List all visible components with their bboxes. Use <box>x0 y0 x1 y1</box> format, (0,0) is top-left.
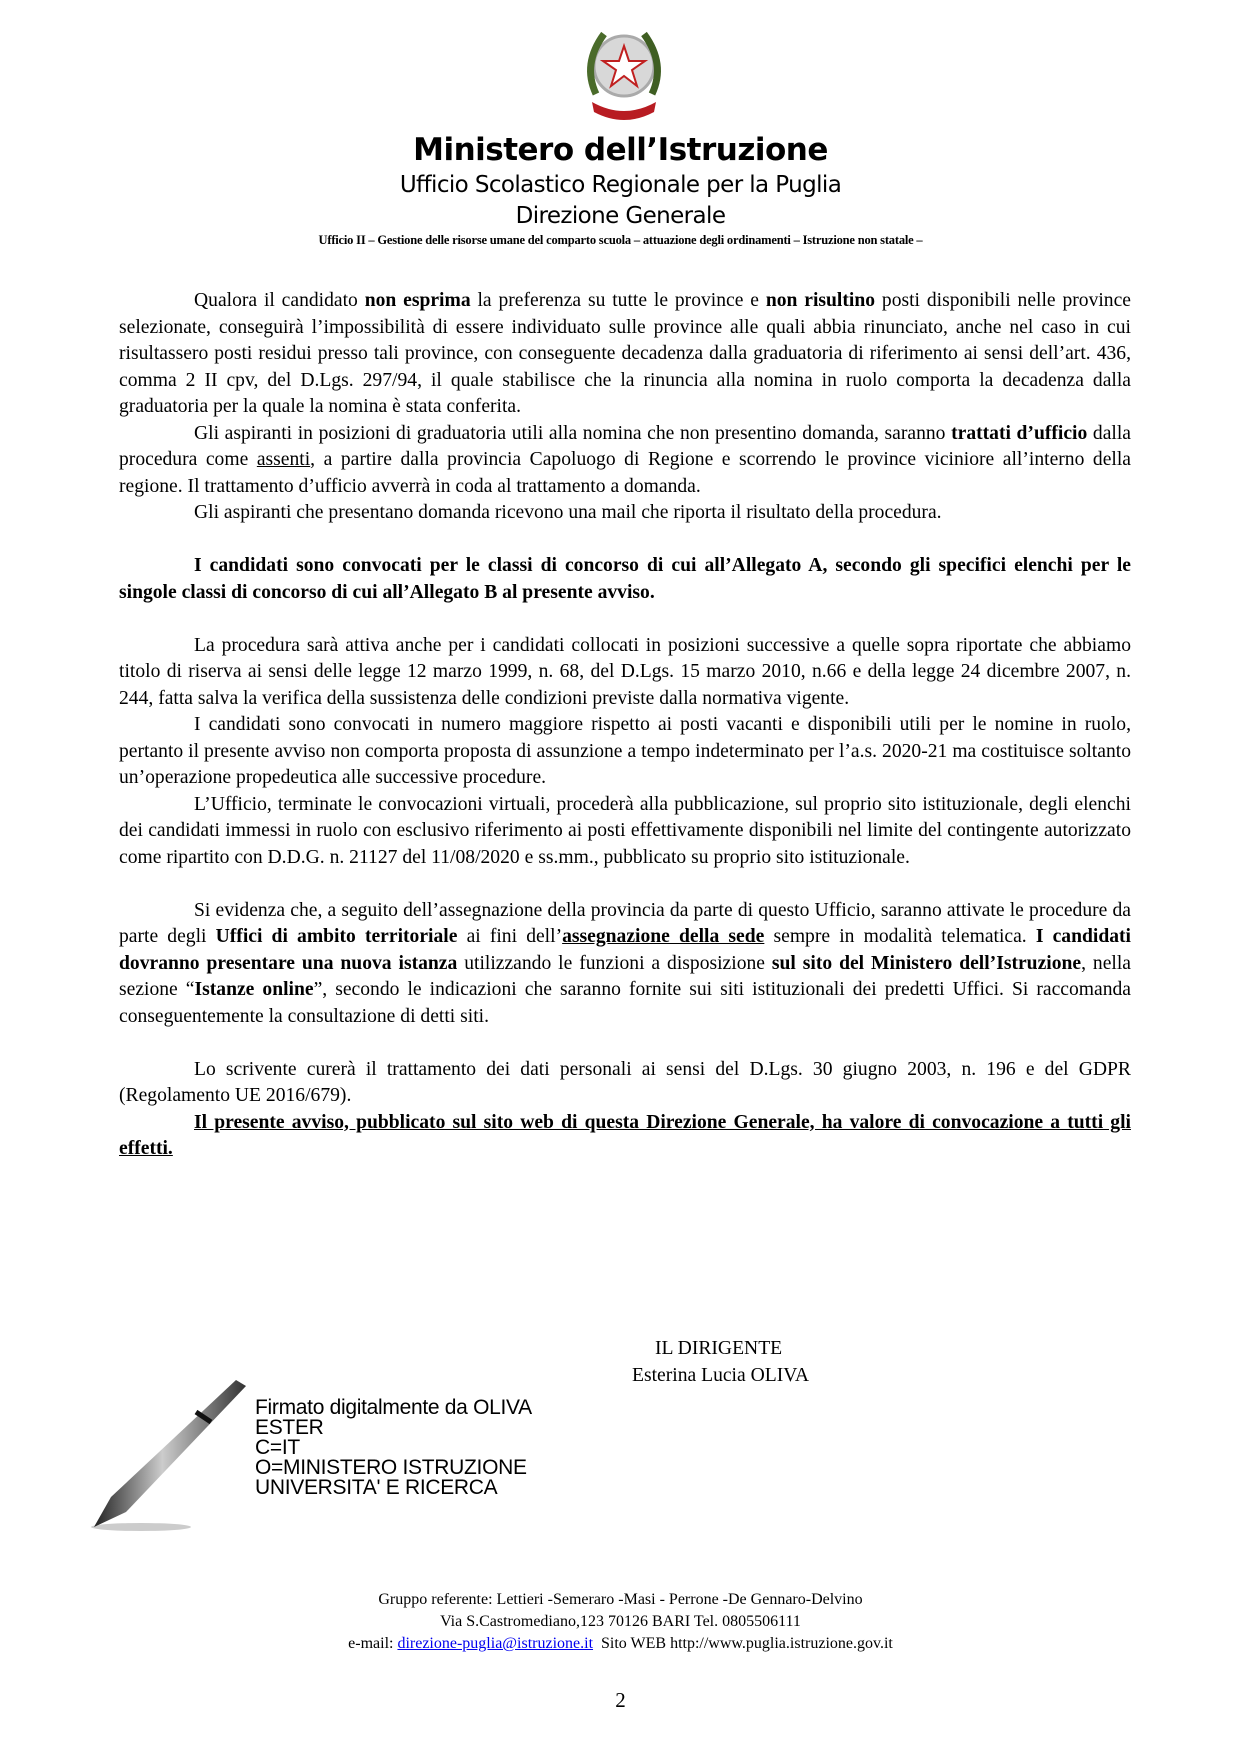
document-body <box>119 288 1131 1163</box>
text-run: Si evidenza che, a seguito dell’assegnazione della provincia da parte di questo Ufficio, saranno attivate le procedure da parte degli <box>119 899 1131 947</box>
bold-text: I candidati dovranno presentare una nuova istanza <box>119 926 1132 974</box>
website-text: Sito WEB http://www.puglia.istruzione.gov.it <box>593 1635 893 1652</box>
text-run: L’Ufficio, terminate le convocazioni virtuali, procederà alla pubblicazione, sul proprio sito istituzionale, degli elenchi dei candidati immessi in ruolo con esclusivo riferimento ai posti effettivamente disponibili nel limite del contingente autorizzato come ripartito con D.D.G. n. 21127 del 11/08/2020 e ss.mm., pubblicato su proprio sito istituzionale. <box>119 793 1131 868</box>
bold-text: I candidati sono convocati per le classi di concorso di cui all’Allegato A, secondo gli specifici elenchi per le singole classi di concorso di cui all’Allegato B al presente avviso. <box>119 555 1131 603</box>
footer-group: Gruppo referente: Lettieri -Semeraro -Masi - Perrone -De Gennaro-Delvino <box>378 1591 863 1608</box>
bold-text: Il presente avviso, pubblicato sul sito web di questa Direzione Generale, ha valore di convocazione a tutti gli effetti. <box>119 1111 1131 1159</box>
text-run: I candidati sono convocati in numero maggiore rispetto ai posti vacanti e disponibili utili per le nomine in ruolo, pertanto il presente avviso non comporta proposta di assunzione a tempo indeterminato per l’a.s. 2020-21 ma costituisce soltanto un’operazione propedeutica alle successive procedure. <box>119 714 1131 788</box>
email-link[interactable]: direzione-puglia@istruzione.it <box>397 1635 594 1652</box>
text-run: la preferenza su tutte le province e <box>470 290 766 311</box>
digital-signature-stamp <box>255 1398 532 1498</box>
stamp-line: ESTER <box>255 1416 324 1439</box>
text-run: , nella sezione “ <box>119 952 1131 1000</box>
stamp-line: O=MINISTERO ISTRUZIONE <box>255 1456 527 1479</box>
italian-republic-emblem <box>574 24 674 124</box>
stamp-line: UNIVERSITA' E RICERCA <box>255 1476 498 1499</box>
bold-text: assegnazione della sede <box>562 926 765 947</box>
bold-text: non esprima <box>364 290 471 311</box>
footer-address: Via S.Castromediano,123 70126 BARI Tel. 0805506111 <box>440 1613 801 1630</box>
office-line: Ufficio II – Gestione delle risorse umane del comparto scuola – attuazione degli ordinamenti – Istruzione non statale – <box>318 233 923 247</box>
text-run: , a partire dalla provincia Capoluogo di Regione e scorrendo le province viciniore all’interno della regione. Il trattamento d’ufficio avverrà in coda al trattamento a domanda. <box>119 449 1131 497</box>
text-run: Gli aspiranti in posizioni di graduatoria utili alla nomina che non presentino domanda, saranno <box>194 422 952 444</box>
bold-text: trattati d’ufficio <box>951 422 1088 444</box>
text-run: sempre in modalità telematica. <box>764 926 1036 947</box>
paragraph <box>119 500 1131 527</box>
text-run: ai fini dell’ <box>457 926 563 947</box>
paragraph <box>119 421 1131 501</box>
text-run: Gli aspiranti che presentano domanda ricevono una mail che riporta il risultato della procedura. <box>194 502 942 523</box>
paragraph <box>119 1057 1131 1110</box>
pen-icon <box>86 1372 246 1537</box>
regional-office: Ufficio Scolastico Regionale per la Puglia <box>399 172 842 198</box>
text-run: posti disponibili nelle province selezionate, conseguirà l’impossibilità di essere individuato sulle province alle quali abbia rinunciato, anche nel caso in cui risultassero posti residui presso tali province, con conseguente decadenza dalla graduatoria di riferimento ai sensi dell’art. 436, comma 2 II cpv, del D.Lgs. 297/94, il quale stabilisce che la rinuncia alla nomina in ruolo comporta la decadenza dalla graduatoria per la quale la nomina è stata conferita. <box>119 290 1131 417</box>
bold-text: Uffici di ambito territoriale <box>215 926 458 947</box>
signature-name: Esterina Lucia OLIVA <box>632 1365 810 1386</box>
text-run: La procedura sarà attiva anche per i candidati collocati in posizioni successive a quelle sopra riportate che abbiamo titolo di riserva ai sensi delle legge 12 marzo 1999, n. 68, del D.Lgs. 15 marzo 2010, n.66 e della legge 24 dicembre 2007, n. 244, fatta salva la verifica della sussistenza delle condizioni previste dalla normativa vigente. <box>119 634 1131 709</box>
text-run: Qualora il candidato <box>194 290 365 311</box>
text-run: Lo scrivente curerà il trattamento dei dati personali ai sensi del D.Lgs. 30 giugno 2003, n. 196 e del GDPR (Regolamento UE 2016/679). <box>119 1058 1131 1106</box>
footer-contacts <box>0 1635 1241 1653</box>
paragraph <box>119 633 1131 713</box>
bold-text: Istanze online <box>194 979 314 1000</box>
email-label: e-mail: <box>348 1635 398 1652</box>
text-run: assenti <box>256 449 311 470</box>
ministry-title: Ministero dell’Istruzione <box>413 132 828 168</box>
directorate: Direzione Generale <box>515 203 726 229</box>
text-run: dalla procedura come <box>119 422 1131 470</box>
paragraph <box>119 553 1131 606</box>
paragraph <box>119 792 1131 872</box>
text-run: utilizzando le funzioni a disposizione <box>457 952 772 974</box>
stamp-line: C=IT <box>255 1436 300 1459</box>
paragraph <box>119 712 1131 792</box>
paragraph <box>119 898 1131 1031</box>
text-run: ”, secondo le indicazioni che saranno fornite sui siti istituzionali dei predetti Uffici. Si raccomanda conseguentemente la consultazione di detti siti. <box>119 979 1131 1027</box>
paragraph <box>119 1110 1131 1163</box>
page-number: 2 <box>615 1688 626 1712</box>
bold-text: non risultino <box>765 290 876 311</box>
signature-role: IL DIRIGENTE <box>655 1338 783 1359</box>
paragraph <box>119 288 1131 421</box>
bold-text: sul sito del Ministero dell’Istruzione <box>771 952 1082 974</box>
stamp-line: Firmato digitalmente da OLIVA <box>255 1396 532 1419</box>
